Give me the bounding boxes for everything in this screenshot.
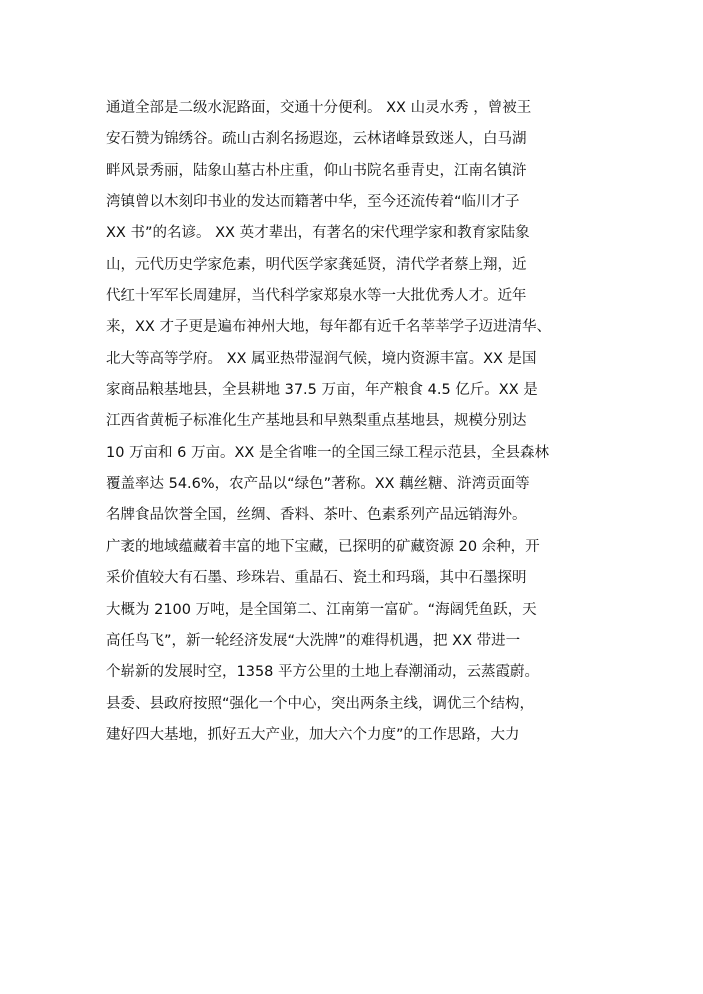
text-line: 大概为 2100 万吨，是全国第二、江南第一富矿。“海阔凭鱼跃，天 xyxy=(106,601,537,618)
text-line: 县委、县政府按照“强化一个中心，突出两条主线，调优三个结构， xyxy=(106,695,535,712)
body-text xyxy=(106,93,606,751)
text-line: 山，元代历史学家危素，明代医学家龚延贤，清代学者蔡上翔，近 xyxy=(106,256,527,273)
text-line: 覆盖率达 54.6%，农产品以“绿色”著称。XX 藕丝糖、浒湾贡面等 xyxy=(106,476,530,493)
text-line: 通道全部是二级水泥路面，交通十分便利。 XX 山灵水秀 ，曾被王 xyxy=(106,100,532,116)
text-line: 湾镇曾以木刻印书业的发达而籍著中华，至今还流传着“临川才子 xyxy=(106,194,520,211)
text-line: 10 万亩和 6 万亩。XX 是全省唯一的全国三绿工程示范县，全县森林 xyxy=(106,444,549,461)
text-line: 江西省黄栀子标准化生产基地县和早熟梨重点基地县，规模分别达 xyxy=(106,413,527,430)
text-line: XX 书”的名谚。 XX 英才辈出，有著名的宋代理学家和教育家陆象 xyxy=(106,225,530,242)
text-line: 来，XX 才子更是遍布神州大地，每年都有近千名莘莘学子迈进清华、 xyxy=(106,319,551,336)
text-line: 个崭新的发展时空，1358 平方公里的土地上春潮涌动，云蒸霞蔚。 xyxy=(106,664,540,681)
text-line: 北大等高等学府。 XX 属亚热带湿润气候，境内资源丰富。XX 是国 xyxy=(106,350,537,367)
text-line: 高任鸟飞”，新一轮经济发展“大洗牌”的难得机遇，把 XX 带进一 xyxy=(106,632,521,649)
text-line: 名牌食品饮誉全国，丝绸、香料、茶叶、色素系列产品远销海外。 xyxy=(106,507,527,524)
text-line: 家商品粮基地县，全县耕地 37.5 万亩，年产粮食 4.5 亿斤。XX 是 xyxy=(106,382,538,399)
text-line: 安石赞为锦绣谷。疏山古刹名扬遐迩，云林诸峰景致迷人，白马湖 xyxy=(106,131,527,148)
text-line: 畔风景秀丽，陆象山墓古朴庄重，仰山书院名垂青史，江南名镇浒 xyxy=(106,162,527,179)
text-line: 广袤的地域蕴藏着丰富的地下宝藏，已探明的矿藏资源 20 余种，开 xyxy=(106,538,540,555)
text-line: 代红十军军长周建屏，当代科学家郑泉水等一大批优秀人才。近年 xyxy=(106,288,527,305)
text-line: 采价值较大有石墨、珍珠岩、重晶石、瓷土和玛瑙，其中石墨探明 xyxy=(106,570,527,587)
text-line: 建好四大基地，抓好五大产业，加大六个力度”的工作思路，大力 xyxy=(106,726,520,743)
